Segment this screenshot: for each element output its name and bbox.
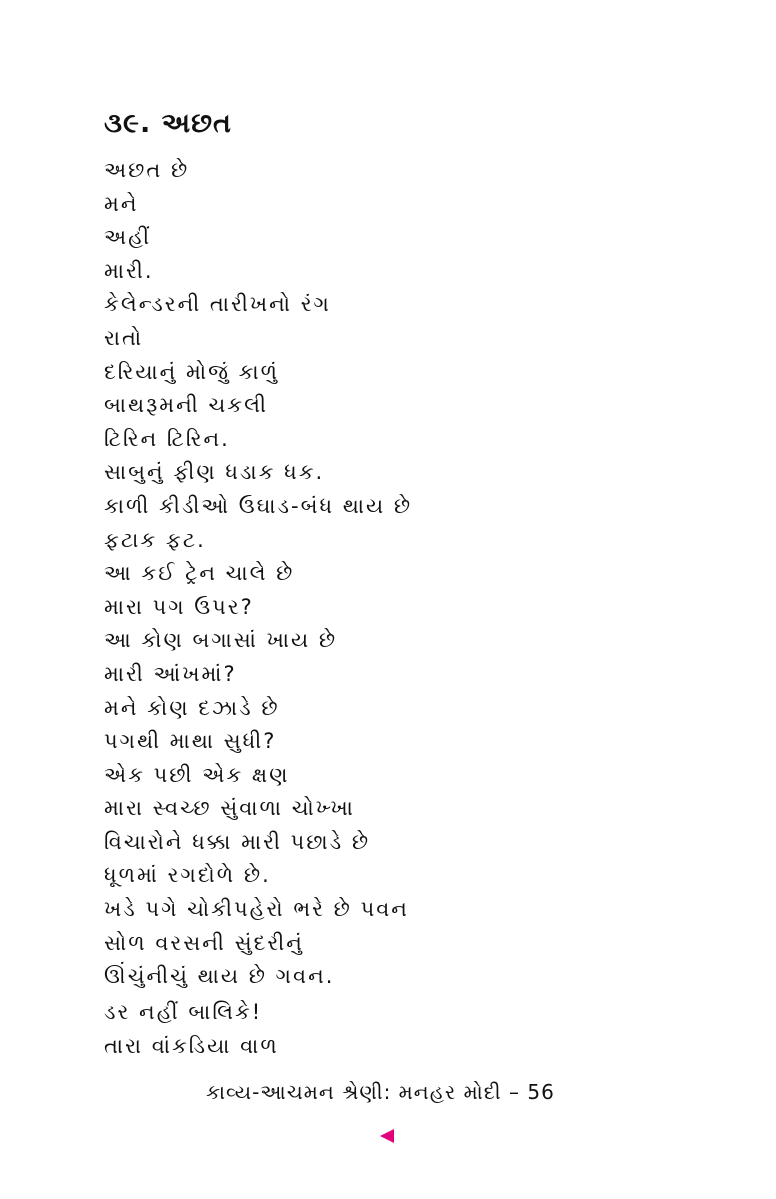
poem-line: દરિયાનું મોજું કાળું xyxy=(104,359,279,384)
poem-line: કાળી કીડીઓ ઉઘાડ-બંધ થાય છે xyxy=(104,493,413,518)
poem-line: ધૂળમાં રગદોળે છે. xyxy=(104,863,271,888)
poem-title: ૩૯. અછત xyxy=(104,108,232,139)
poem-line: એક પછી એક ક્ષણ xyxy=(104,762,290,787)
poem-line: ફટાક ફટ. xyxy=(104,527,206,552)
poem-line: મને xyxy=(104,191,139,216)
poem-line: તારા વાંકડિયા વાળ xyxy=(104,1033,279,1058)
poem-stanza-2 xyxy=(104,996,279,1063)
poem-line: રાતો xyxy=(104,325,144,350)
poem-line: આ કઈ ટ્રેન ચાલે છે xyxy=(104,561,295,586)
poem-line: પગથી માથા સુધી? xyxy=(104,729,277,754)
poem-line: વિચારોને ધક્કા મારી પછાડે છે xyxy=(104,829,371,854)
poem-line: બાથરૂમની ચકલી xyxy=(104,393,268,418)
poem-line: સોળ વરસની સુંદરીનું xyxy=(104,930,304,955)
poem-line: મારી આંખમાં? xyxy=(104,661,237,686)
poem-line: આ કોણ બગાસાં ખાય છે xyxy=(104,628,338,653)
poem-line: મને કોણ દઝાડે છે xyxy=(104,695,280,720)
page-footer: કાવ્ય-આચમન શ્રેણી: મનહર મોદી – 56 xyxy=(206,1080,555,1104)
poem-line: સાબુનું ફીણ ધડાક ધક. xyxy=(104,460,325,485)
poem-line: મારા સ્વચ્છ સુંવાળા ચોખ્ખા xyxy=(104,796,355,821)
poem-line: ખડે પગે ચોકીપહેરો ભરે છે પવન xyxy=(104,897,409,922)
poem-line: ટિરિન ટિરિન. xyxy=(104,426,230,451)
poem-line: કેલેન્ડરની તારીખનો રંગ xyxy=(104,292,331,317)
poem-stanza-1 xyxy=(104,154,412,994)
poem-line: અછત છે xyxy=(104,158,190,182)
triangle-left-icon[interactable] xyxy=(380,1129,394,1143)
poem-line: ડર નહીં બાલિકે! xyxy=(104,1000,263,1024)
poem-line: મારા પગ ઉપર? xyxy=(104,594,254,619)
poem-line: મારી. xyxy=(104,258,154,283)
poem-line: અહીં xyxy=(104,225,152,250)
poem-line: ઊંચુંનીચું થાય છે ગવન. xyxy=(104,964,335,989)
